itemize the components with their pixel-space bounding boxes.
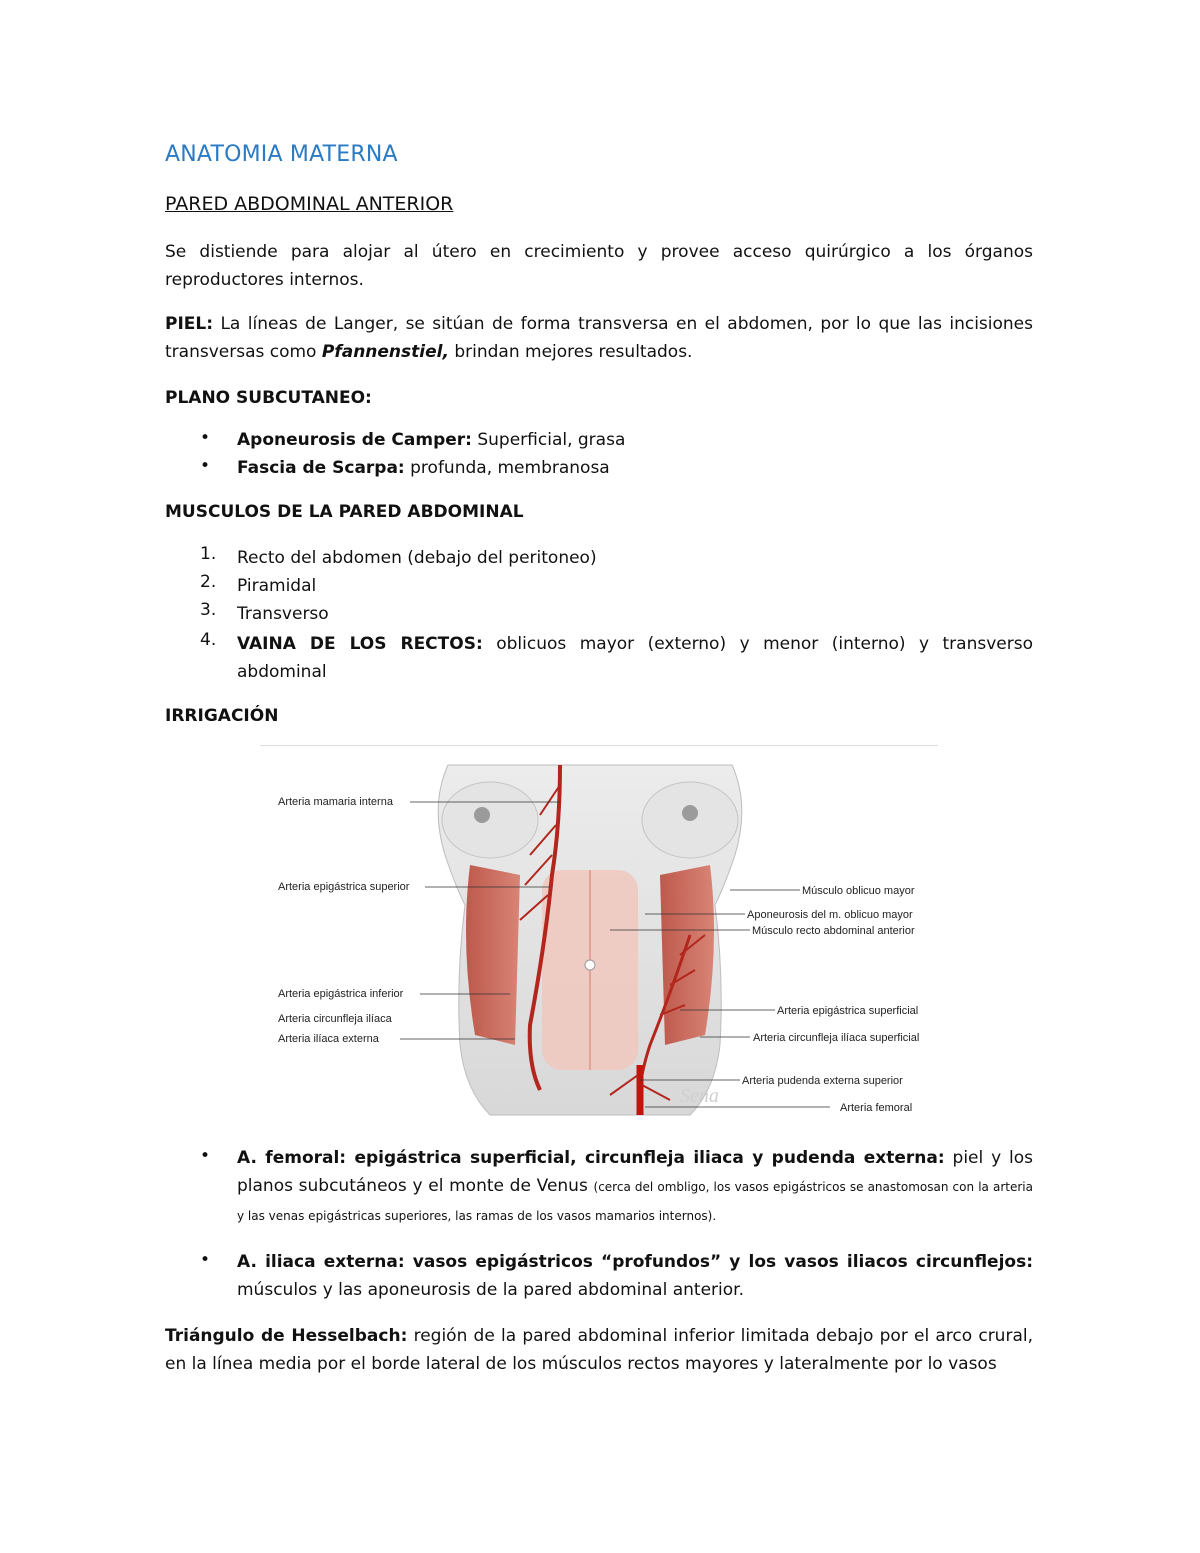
umbilicus — [585, 960, 595, 970]
list-item-term: A. iliaca externa: vasos epigástricos “profundos” y los vasos iliacos circunflejos: — [237, 1252, 1033, 1272]
list-item: Recto del abdomen (debajo del peritoneo) — [237, 548, 597, 568]
list-item-note: (cerca del ombligo, los vasos epigástricos se anastomosan con la arteria y las venas epigástricas superiores, las ramas de los vasos mamarios internos). — [237, 1180, 1033, 1223]
piel-text-b: brindan mejores resultados. — [448, 342, 693, 362]
right-oblique-muscle — [660, 865, 714, 1045]
list-item — [237, 630, 1033, 686]
label-arteria-mamaria: Arteria mamaria interna — [278, 796, 393, 808]
label-arteria-epigastrica-superficial: Arteria epigástrica superficial — [777, 1005, 919, 1017]
label-arteria-epigastrica-inferior: Arteria epigástrica inferior — [278, 988, 404, 1000]
hesselbach-term: Triángulo de Hesselbach: — [165, 1326, 408, 1346]
list-item: Piramidal — [237, 576, 317, 596]
subcutaneo-heading: PLANO SUBCUTANEO: — [165, 388, 372, 408]
list-item-text: oblicuos mayor (externo) y menor (interno) y transverso abdominal — [237, 634, 1033, 682]
hesselbach-paragraph — [165, 1322, 1033, 1378]
piel-emphasis: Pfannenstiel, — [321, 342, 449, 362]
list-item-text: músculos y las aponeurosis de la pared abdominal anterior. — [237, 1280, 744, 1300]
list-item-term: VAINA DE LOS RECTOS: — [237, 634, 483, 654]
section-subtitle: PARED ABDOMINAL ANTERIOR — [165, 193, 454, 215]
label-arteria-pudenda: Arteria pudenda externa superior — [742, 1075, 903, 1087]
bullet-icon: • — [200, 456, 211, 476]
list-item — [237, 1144, 1033, 1230]
left-oblique-muscle — [466, 865, 520, 1045]
piel-paragraph — [165, 310, 1033, 366]
list-item-text: piel y los planos subcutáneos y el monte de Venus — [237, 1148, 1033, 1196]
label-arteria-circunfleja-superficial: Arteria circunfleja ilíaca superficial — [753, 1032, 920, 1044]
list-item-term: A. femoral: epigástrica superficial, circunfleja iliaca y pudenda externa: — [237, 1148, 945, 1168]
document-title: ANATOMIA MATERNA — [165, 142, 398, 167]
list-item — [237, 1248, 1033, 1304]
irrigacion-heading: IRRIGACIÓN — [165, 706, 279, 726]
intro-paragraph: Se distiende para alojar al útero en crecimiento y provee acceso quirúrgico a los órganos reproductores internos. — [165, 242, 1033, 290]
label-arteria-epigastrica-superior: Arteria epigástrica superior — [278, 881, 410, 893]
list-number: 1. — [200, 544, 217, 564]
list-item-term: Aponeurosis de Camper: — [237, 430, 472, 450]
figure-watermark: Sena — [680, 1085, 719, 1107]
label-arteria-femoral: Arteria femoral — [840, 1102, 913, 1114]
piel-text-a: La líneas de Langer, se sitúan de forma transversa en el abdomen, por lo que las incisiones transversas como — [165, 314, 1033, 362]
abdominal-wall-illustration — [260, 745, 938, 1135]
list-number: 2. — [200, 572, 217, 592]
left-breast — [442, 782, 538, 858]
musculos-heading: MUSCULOS DE LA PARED ABDOMINAL — [165, 502, 524, 522]
list-item: Transverso — [237, 604, 329, 624]
list-number: 4. — [200, 630, 217, 650]
list-item — [237, 454, 1033, 482]
label-musculo-recto: Músculo recto abdominal anterior — [752, 925, 915, 937]
list-item-text: Superficial, grasa — [471, 430, 626, 450]
hesselbach-text: región de la pared abdominal inferior limitada debajo por el arco crural, en la línea media por el borde lateral de los músculos rectos mayores y lateralmente por lo vasos — [165, 1326, 1033, 1374]
label-arteria-iliaca-externa: Arteria ilíaca externa — [278, 1033, 379, 1045]
list-number: 3. — [200, 600, 217, 620]
label-aponeurosis-oblicuo: Aponeurosis del m. oblicuo mayor — [747, 909, 913, 921]
list-item-term: Fascia de Scarpa: — [237, 458, 405, 478]
bullet-icon: • — [200, 1146, 211, 1166]
label-musculo-oblicuo: Músculo oblicuo mayor — [802, 885, 915, 897]
list-item — [237, 426, 1033, 454]
bullet-icon: • — [200, 1250, 211, 1270]
piel-label: PIEL: — [165, 314, 214, 334]
label-arteria-circunfleja: Arteria circunfleja ilíaca — [278, 1013, 392, 1025]
list-item-text: profunda, membranosa — [404, 458, 610, 478]
bullet-icon: • — [200, 428, 211, 448]
